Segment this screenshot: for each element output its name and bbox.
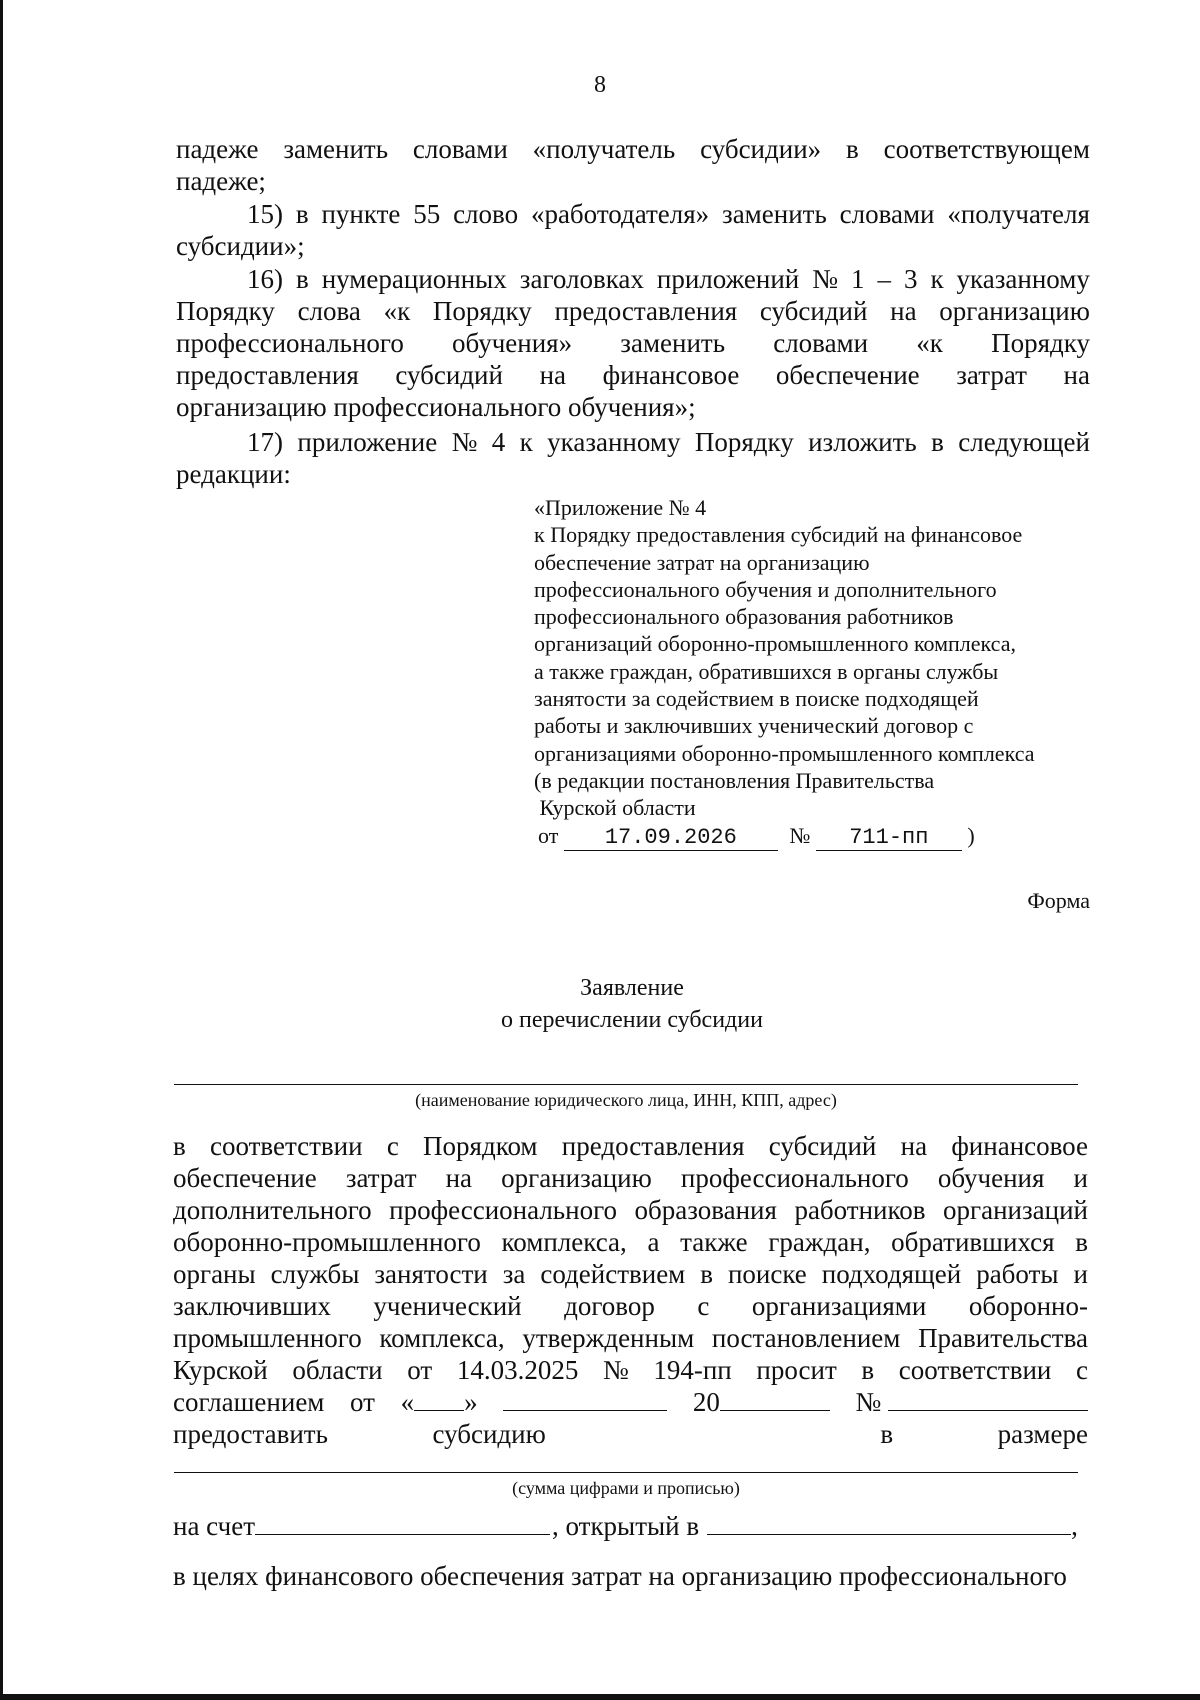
- word: дополнительного: [173, 1195, 372, 1225]
- close-quote: »: [464, 1387, 478, 1417]
- last-line: [173, 1560, 1088, 1592]
- word: занятости: [374, 1259, 488, 1289]
- agreement-day: [401, 1386, 478, 1418]
- word: обеспечение: [775, 360, 920, 390]
- open-quote: «: [400, 1387, 415, 1417]
- resolution-number: 711-пп: [816, 826, 962, 851]
- justified-line: [173, 1194, 1088, 1226]
- word: в: [295, 264, 309, 294]
- justified-line: [173, 1418, 1088, 1450]
- word: №: [812, 264, 838, 294]
- account-label: на счет: [173, 1511, 255, 1541]
- entity-name-caption: (наименование юридического лица, ИНН, КПП, адрес): [415, 1090, 837, 1110]
- word: обучения: [937, 1163, 1045, 1193]
- justified-line: [176, 426, 1090, 458]
- word: 15): [247, 199, 283, 229]
- word: приложение: [297, 427, 438, 457]
- text-line: организацию профессионального обучения»;: [176, 392, 696, 422]
- agreement-line: [173, 1386, 1088, 1418]
- word: с: [386, 1131, 399, 1161]
- justified-line: [173, 1226, 1088, 1258]
- word: словами: [839, 199, 935, 229]
- agreement-number-blank[interactable]: [888, 1386, 1088, 1411]
- page-left-edge: [0, 0, 3, 1700]
- word: и: [1073, 1259, 1088, 1289]
- word: №: [602, 1355, 629, 1385]
- title-line-2: о перечислении субсидии: [501, 1007, 763, 1033]
- appendix-line: (в редакции постановления Правительства: [534, 767, 935, 793]
- agreement-year: [693, 1386, 830, 1418]
- word: в: [880, 1419, 894, 1449]
- word: заменить: [620, 328, 726, 358]
- number-sign: №: [855, 1387, 882, 1417]
- word: слово: [453, 199, 519, 229]
- word: заключивших: [173, 1291, 331, 1321]
- word: на: [890, 296, 917, 326]
- word: обеспечение: [173, 1163, 317, 1193]
- justified-line: [173, 1130, 1088, 1162]
- word: соответствующем: [883, 134, 1090, 164]
- word: Порядку: [694, 427, 794, 457]
- form-label: Форма: [1027, 888, 1090, 913]
- justified-line: [176, 327, 1090, 359]
- word: приложений: [656, 264, 800, 294]
- word: затрат: [345, 1163, 417, 1193]
- word: размере: [997, 1419, 1088, 1449]
- word: указанному: [547, 427, 681, 457]
- paragraph-1: [176, 133, 1090, 197]
- word: подходящей: [821, 1259, 962, 1289]
- word: заменить: [283, 134, 389, 164]
- text-line: субсидии»;: [176, 231, 305, 261]
- document-title: [0, 972, 1200, 1036]
- word: от: [407, 1355, 433, 1385]
- agreement-number: [855, 1386, 1088, 1418]
- appendix-line: а также граждан, обратившихся в органы службы: [534, 658, 999, 684]
- appendix-line: занятости за содействием в поиске подходящей: [534, 686, 979, 712]
- word: за: [502, 1259, 526, 1289]
- word: заголовках: [519, 264, 644, 294]
- word: образования: [634, 1195, 777, 1225]
- month-blank[interactable]: [503, 1386, 667, 1411]
- justified-line: [176, 263, 1090, 295]
- entity-name-line: [174, 1084, 1078, 1085]
- word: «к: [383, 296, 411, 326]
- year-prefix: 20: [692, 1387, 720, 1417]
- appendix-line: профессионального обучения и дополнительного: [534, 576, 997, 602]
- word: 4: [491, 427, 506, 457]
- agreement-word: соглашением: [173, 1387, 325, 1417]
- statement-body: [173, 1130, 1088, 1450]
- word: соответствии: [210, 1131, 363, 1161]
- word: постановлением: [711, 1323, 901, 1353]
- word: профессионального: [176, 328, 404, 358]
- word: субсидии»: [700, 134, 822, 164]
- paragraph-4: [176, 426, 1090, 490]
- word: финансовое: [602, 360, 740, 390]
- word: 1: [850, 264, 865, 294]
- text-line: падеже;: [176, 166, 266, 196]
- word: оборонно-: [968, 1291, 1088, 1321]
- word: на: [539, 360, 566, 390]
- word: нумерационных: [321, 264, 507, 294]
- word: в: [931, 427, 944, 457]
- justified-line: [173, 1290, 1088, 1322]
- account-row: [173, 1510, 1088, 1542]
- word: затрат: [956, 360, 1027, 390]
- word: 14.03.2025: [456, 1355, 579, 1385]
- word: к: [930, 264, 944, 294]
- word: в: [1075, 1227, 1088, 1257]
- word: обратившихся: [891, 1227, 1055, 1257]
- word: содействием: [540, 1259, 686, 1289]
- opened-in-label: , открытый в: [552, 1511, 700, 1541]
- appendix-date-line: [534, 822, 1094, 851]
- title-line-1: Заявление: [580, 975, 684, 1001]
- appendix-line: к Порядку предоставления субсидий на финансовое: [534, 522, 1023, 548]
- word: –: [877, 264, 891, 294]
- word: просит: [756, 1355, 837, 1385]
- word: утвержденным: [522, 1323, 695, 1353]
- word: службы: [270, 1259, 360, 1289]
- appendix-line: «Приложение № 4: [534, 495, 707, 520]
- page-number: 8: [594, 72, 606, 98]
- word: профессионального: [389, 1195, 617, 1225]
- justified-line: [176, 198, 1090, 230]
- word: оборонно-промышленного: [173, 1227, 481, 1257]
- word: Порядку: [432, 296, 532, 326]
- account-comma: ,: [1071, 1511, 1078, 1541]
- word: 17): [247, 427, 283, 457]
- word: 3: [903, 264, 918, 294]
- word: в: [295, 199, 309, 229]
- word: комплекса,: [501, 1227, 627, 1257]
- word: на: [900, 1131, 928, 1161]
- justified-line: [176, 295, 1090, 327]
- word: Порядку: [991, 328, 1090, 358]
- word: 194-пп: [653, 1355, 732, 1385]
- appendix-line: организациями оборонно-промышленного комплекса: [534, 740, 1035, 766]
- word: в: [173, 1131, 186, 1161]
- account-number-blank[interactable]: [255, 1510, 550, 1535]
- bank-name-blank[interactable]: [707, 1510, 1071, 1535]
- word: следующей: [958, 427, 1090, 457]
- word: органы: [173, 1259, 256, 1289]
- word: №: [451, 427, 478, 457]
- word: 55: [413, 199, 441, 229]
- justified-line: [173, 1322, 1088, 1354]
- word: комплекса,: [379, 1323, 505, 1353]
- word: заменить: [722, 199, 827, 229]
- from-label: от: [538, 822, 559, 848]
- sum-caption: (сумма цифрами и прописью): [512, 1478, 740, 1498]
- sum-line[interactable]: [174, 1472, 1078, 1473]
- account-line: [173, 1510, 1088, 1542]
- word: пункте: [321, 199, 401, 229]
- word: на: [1063, 360, 1090, 390]
- from-word: от: [350, 1387, 375, 1417]
- word: в: [700, 1259, 713, 1289]
- word: договор: [564, 1291, 655, 1321]
- word: «работодателя»: [530, 199, 710, 229]
- appendix-line: обеспечение затрат на организацию: [534, 549, 870, 575]
- closing-paren: ): [967, 822, 975, 848]
- paragraph-2: [176, 198, 1090, 262]
- resolution-date: 17.09.2026: [564, 826, 778, 851]
- justified-line: [173, 1258, 1088, 1290]
- word: работы: [976, 1259, 1059, 1289]
- word: на: [445, 1163, 473, 1193]
- word: «получатель: [532, 134, 676, 164]
- word: «получателя: [947, 199, 1090, 229]
- word: в: [861, 1355, 875, 1385]
- word: и: [1073, 1163, 1088, 1193]
- word: субсидий: [759, 296, 868, 326]
- word: субсидий: [395, 360, 503, 390]
- word: граждан,: [768, 1227, 871, 1257]
- page-bottom-edge: [0, 1694, 1200, 1700]
- day-blank[interactable]: [414, 1386, 464, 1411]
- word: а: [647, 1227, 660, 1257]
- appendix-line: работы и заключивших ученический договор с: [534, 713, 974, 739]
- appendix-line: Курской области: [534, 795, 696, 821]
- word: падеже: [176, 134, 259, 164]
- word: слова: [297, 296, 361, 326]
- word: ученический: [373, 1291, 522, 1321]
- word: промышленного: [173, 1323, 362, 1353]
- text-line: редакции:: [176, 459, 291, 489]
- word: предоставить: [173, 1419, 328, 1449]
- word: словами: [773, 328, 869, 358]
- word: указанному: [956, 264, 1090, 294]
- word: Порядком: [423, 1131, 538, 1161]
- word: к: [519, 427, 533, 457]
- word: соответствии: [898, 1355, 1052, 1385]
- word: Правительства: [918, 1323, 1088, 1353]
- word: Курской: [173, 1355, 268, 1385]
- word: предоставления: [176, 360, 359, 390]
- word: субсидий: [768, 1131, 877, 1161]
- word: финансовое: [951, 1131, 1088, 1161]
- paragraph-3: [176, 263, 1090, 423]
- word: работников: [794, 1195, 926, 1225]
- word: «к: [916, 328, 943, 358]
- word: поиске: [727, 1259, 807, 1289]
- appendix-line: профессионального образования работников: [534, 604, 954, 630]
- word: предоставления: [554, 296, 738, 326]
- justified-line: [176, 133, 1090, 165]
- word: с: [697, 1291, 710, 1321]
- word: организациями: [751, 1291, 927, 1321]
- word: изложить: [808, 427, 917, 457]
- number-sign: №: [789, 822, 811, 848]
- justified-line: [173, 1162, 1088, 1194]
- appendix-header: [534, 494, 1094, 851]
- word: словами: [412, 134, 508, 164]
- word: организацию: [939, 296, 1090, 326]
- word: предоставления: [561, 1131, 745, 1161]
- word: субсидию: [432, 1419, 546, 1449]
- word: обучения»: [452, 328, 573, 358]
- justified-line: [176, 359, 1090, 391]
- word: в: [846, 134, 859, 164]
- word: Порядку: [176, 296, 275, 326]
- word: 16): [247, 264, 283, 294]
- word: профессионального: [680, 1163, 909, 1193]
- word: с: [1075, 1355, 1088, 1385]
- word: организаций: [943, 1195, 1088, 1225]
- word: области: [292, 1355, 383, 1385]
- text-line: в целях финансового обеспечения затрат на организацию профессионального: [173, 1561, 1067, 1591]
- justified-line: [173, 1354, 1088, 1386]
- year-blank[interactable]: [720, 1386, 830, 1411]
- appendix-line: организаций оборонно-промышленного комплекса,: [534, 631, 1016, 657]
- word: также: [680, 1227, 748, 1257]
- word: организацию: [501, 1163, 652, 1193]
